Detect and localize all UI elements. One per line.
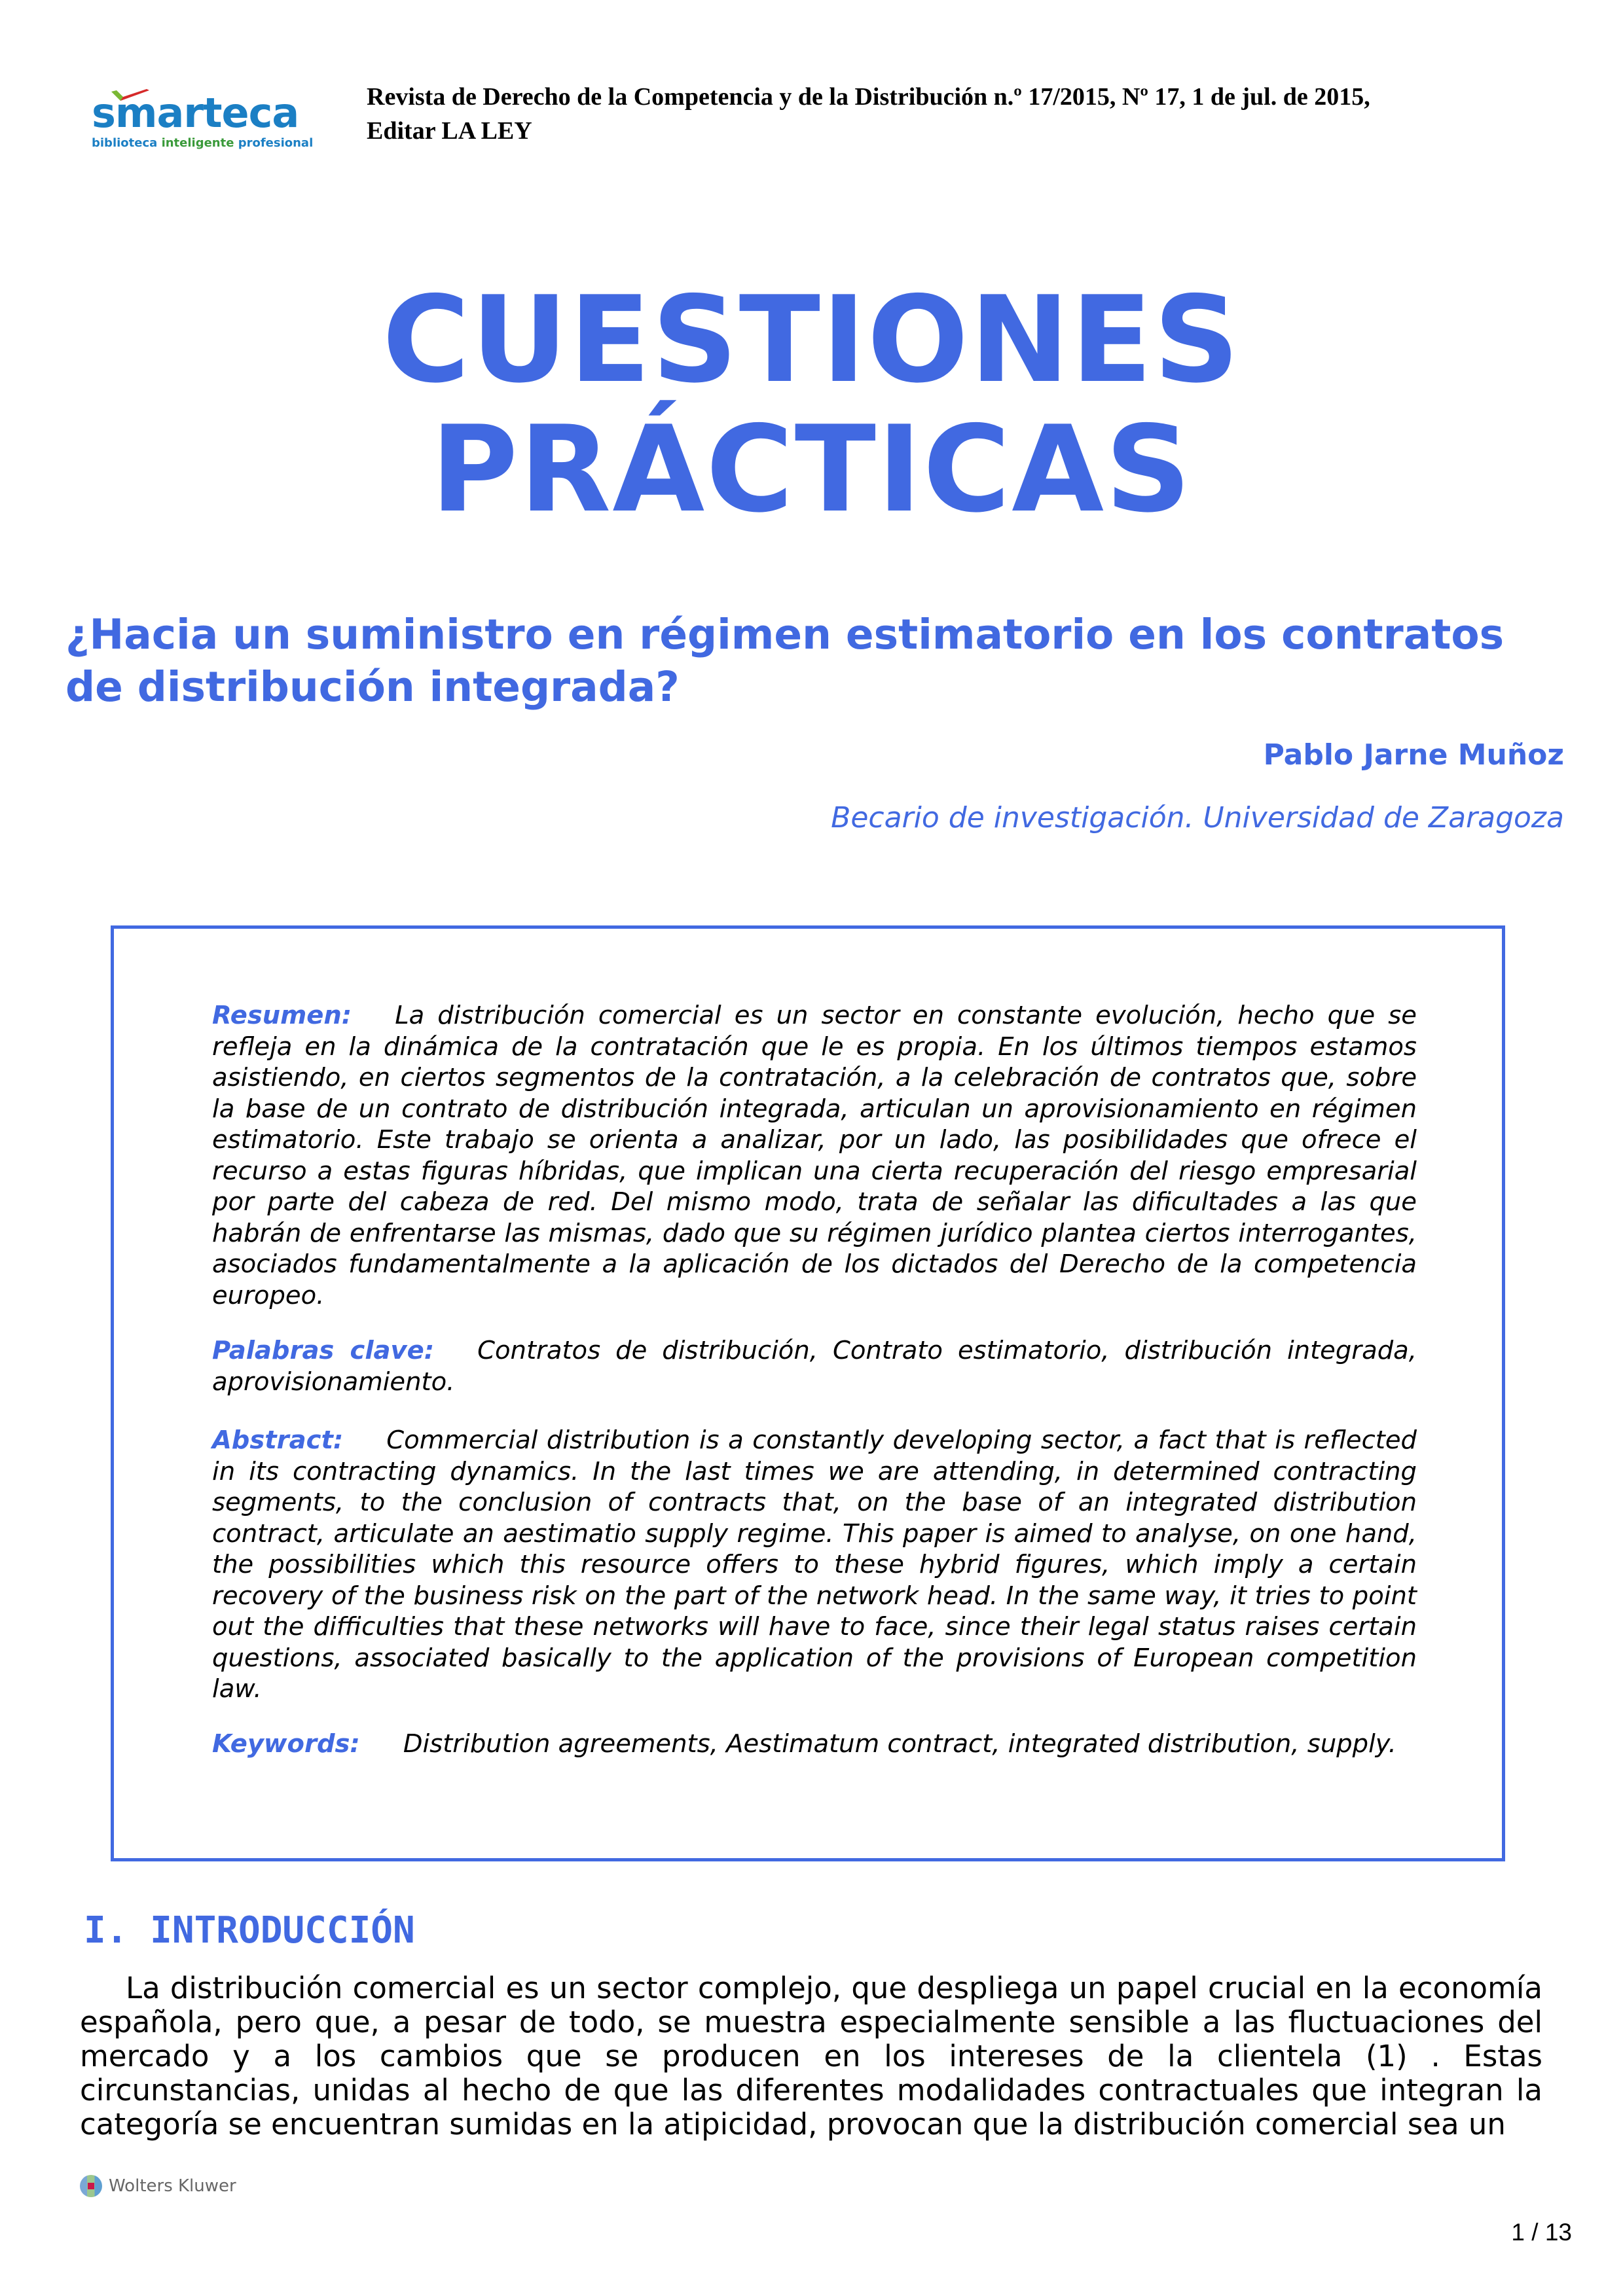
introduction-heading: I. INTRODUCCIÓN xyxy=(84,1909,415,1952)
footnote-ref-1[interactable]: (1) xyxy=(1366,2039,1408,2073)
palabras-clave-label: Palabras clave: xyxy=(212,1336,435,1365)
journal-citation xyxy=(367,80,1545,148)
article-title: ¿Hacia un suministro en régimen estimatorio en los contratos de distribución integrada? xyxy=(65,611,1504,711)
author-affiliation: Becario de investigación. Universidad de Zaragoza xyxy=(831,801,1564,834)
author-name: Pablo Jarne Muñoz xyxy=(1263,738,1564,772)
smarteca-logo xyxy=(85,84,334,149)
page-indicator: 1 / 13 xyxy=(1511,2219,1572,2246)
resumen-label: Resumen: xyxy=(212,1001,352,1030)
palabras-clave-text: Contratos de distribución, Contrato estimatorio, distribución integrada, aprovisionamiento. xyxy=(212,1336,1417,1397)
wolters-kluwer-globe-icon xyxy=(80,2175,102,2197)
logo-wordmark: smarteca xyxy=(92,89,299,137)
introduction-paragraph: La distribución comercial es un sector complejo, que despliega un papel crucial en la economía española, pero que, a pesar de todo, se muestra especialmente sensible a las fluctuaciones del mercado y a los cambios que se producen en los intereses de la clientela (1) . Estas circunstancias, unidas al hecho de que las diferentes modalidades contractuales que integran la categoría se encuentran sumidas en la atipicidad, provocan que la distribución comercial sea un xyxy=(80,1971,1542,2142)
logo-tagline: biblioteca inteligente profesional xyxy=(92,136,314,150)
keywords-text: Distribution agreements, Aestimatum contract, integrated distribution, supply. xyxy=(403,1729,1396,1759)
resumen-paragraph xyxy=(212,1000,1417,1311)
resumen-text: La distribución comercial es un sector en constante evolución, hecho que se refleja en la dinámica de la contratación que le es propia. En los últimos tiempos estamos asistiendo, en ciertos segmentos de la contratación, a la celebración de contratos que, sobre la base de un contrato de distribución integrada, articulan un aprovisionamiento en régimen estimatorio. Este trabajo se orienta a analizar, por un lado, las posibilidades que ofrece el recurso a estas figuras híbridas, que implican una cierta recuperación del riesgo empresarial por parte del cabeza de red. Del mismo modo, trata de señalar las dificultades a las que habrán de enfrentarse las mismas, dado que su régimen jurídico plantea ciertos interrogantes, asociados fundamentalmente a la aplicación de los dictados del Derecho de la competencia europeo. xyxy=(212,1001,1417,1310)
palabras-clave-paragraph xyxy=(212,1335,1417,1397)
abstract-paragraph xyxy=(212,1425,1417,1705)
journal-citation-line1: Revista de Derecho de la Competencia y de la Distribución n.º 17/2015, Nº 17, 1 de jul. de 2015, xyxy=(367,83,1370,111)
section-title-line1: CUESTIONES xyxy=(382,270,1241,409)
keywords-paragraph xyxy=(212,1729,1417,1760)
section-title-line2: PRÁCTICAS xyxy=(430,400,1193,539)
section-title xyxy=(0,270,1623,539)
abstract-label: Abstract: xyxy=(212,1426,344,1455)
journal-citation-line2: Editar LA LEY xyxy=(367,117,532,145)
keywords-label: Keywords: xyxy=(212,1729,360,1759)
wolters-kluwer-logo xyxy=(80,2173,236,2199)
publisher-name: Wolters Kluwer xyxy=(109,2176,236,2196)
abstract-text: Commercial distribution is a constantly developing sector, a fact that is reflected in its contracting dynamics. In the last times we are attending, in determined contracting segments, to the conclusion of contracts that, on the base of an integrated distribution contract, articulate an aestimatio supply regime. This paper is aimed to analyse, on one hand, the possibilities which this resource offers to these hybrid figures, which imply a certain recovery of the business risk on the part of the network head. In the same way, it tries to point out the difficulties that these networks will have to face, since their legal status raises certain questions, associated basically to the application of the provisions of European competition law. xyxy=(212,1426,1417,1704)
